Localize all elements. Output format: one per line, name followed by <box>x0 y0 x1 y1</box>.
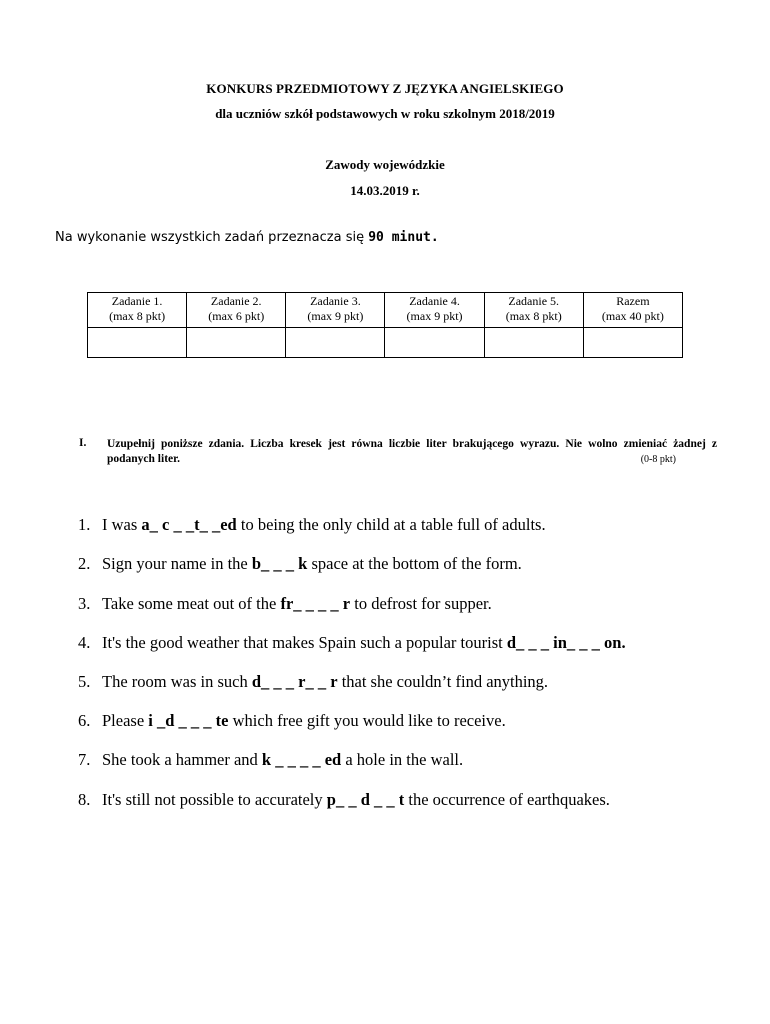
section-points: (0-8 pkt) <box>640 454 676 465</box>
gap-word: p_ _ d _ _ t <box>326 790 405 809</box>
score-cell[interactable] <box>88 328 187 358</box>
gap-word: fr_ _ _ _ r <box>280 594 351 613</box>
score-table-header-row <box>88 293 683 328</box>
section-instruction: Uzupełnij poniższe zdania. Liczba kresek jest równa liczbie liter brakującego wyrazu. Nie wolno zmieniać żadnej z podanych liter. <box>107 438 717 465</box>
exercise-item: 5. The room was in such d_ _ _ r_ _ r that she couldn’t find anything. <box>78 672 549 691</box>
time-note-text: Na wykonanie wszystkich zadań przeznacza się <box>55 230 365 245</box>
gap-word: a_ c _ _t_ _ed <box>141 515 237 534</box>
score-table-entry-row <box>88 328 683 358</box>
exercise-item: 2. Sign your name in the b_ _ _ k space at the bottom of the form. <box>78 554 522 573</box>
gap-word: d_ _ _ r_ _ r <box>251 672 338 691</box>
time-note-duration: 90 minut. <box>368 230 439 245</box>
score-cell[interactable] <box>385 328 484 358</box>
exercise-item: 3. Take some meat out of the fr_ _ _ _ r to defrost for supper. <box>78 594 492 613</box>
score-column-header: Zadanie 2. (max 6 pkt) <box>187 293 286 328</box>
gap-word: i _d _ _ _ te <box>148 711 229 730</box>
score-column-header: Zadanie 5. (max 8 pkt) <box>484 293 583 328</box>
time-note <box>55 230 439 245</box>
score-table <box>87 292 683 358</box>
gap-word: b_ _ _ k <box>251 554 308 573</box>
score-column-header: Zadanie 1. (max 8 pkt) <box>88 293 187 328</box>
score-column-header: Zadanie 3. (max 9 pkt) <box>286 293 385 328</box>
gap-word: k _ _ _ _ ed <box>261 750 342 769</box>
page-subtitle: dla uczniów szkół podstawowych w roku szkolnym 2018/2019 <box>215 106 555 121</box>
gap-word: d_ _ _ in_ _ _ on. <box>506 633 626 652</box>
section-number: I. <box>79 437 87 449</box>
score-column-header: Zadanie 4. (max 9 pkt) <box>385 293 484 328</box>
exercise-item: 1. I was a_ c _ _t_ _ed to being the only child at a table full of adults. <box>78 515 546 534</box>
exercise-item: 4. It's the good weather that makes Spain such a popular tourist d_ _ _ in_ _ _ on. <box>78 633 626 652</box>
exercise-item: 6. Please i _d _ _ _ te which free gift you would like to receive. <box>78 711 506 730</box>
score-cell[interactable] <box>583 328 682 358</box>
score-cell[interactable] <box>484 328 583 358</box>
exercise-item: 7. She took a hammer and k _ _ _ _ ed a hole in the wall. <box>78 750 464 769</box>
score-cell[interactable] <box>286 328 385 358</box>
competition-date: 14.03.2019 r. <box>350 183 420 198</box>
competition-stage: Zawody wojewódzkie <box>325 157 445 172</box>
score-column-header: Razem (max 40 pkt) <box>583 293 682 328</box>
exercise-item: 8. It's still not possible to accurately p_ _ d _ _ t the occurrence of earthquakes. <box>78 790 610 809</box>
score-cell[interactable] <box>187 328 286 358</box>
page-title: KONKURS PRZEDMIOTOWY Z JĘZYKA ANGIELSKIEGO <box>206 81 564 96</box>
